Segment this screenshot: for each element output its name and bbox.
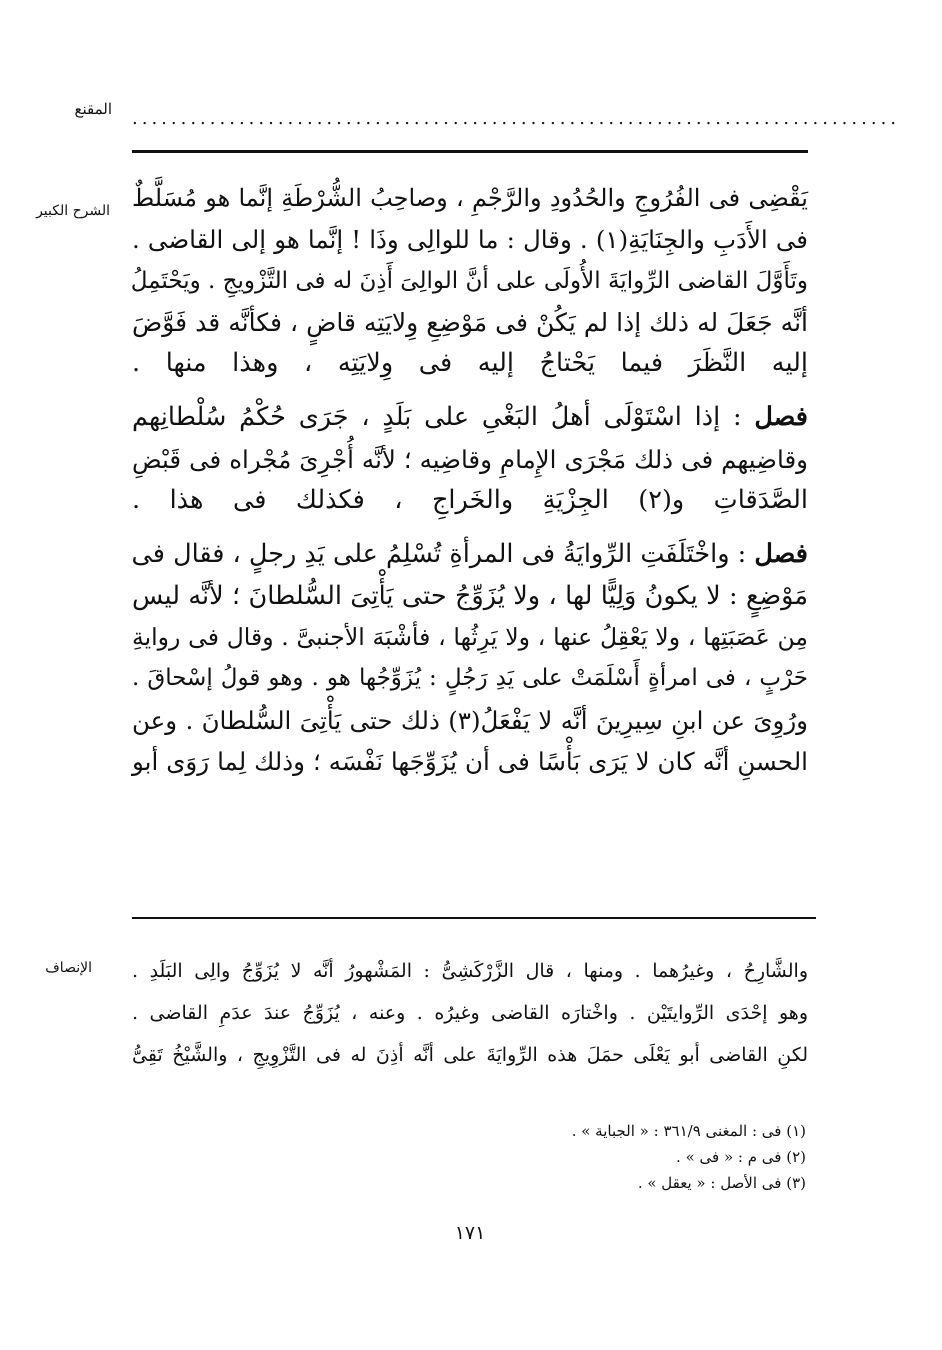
side-label-sharh: الشرح الكبير: [36, 203, 110, 219]
text-line: والشَّارِحُ ، وغيرُهما . ومنها ، قال الزَّرْكَشِىُّ : المَشْهورُ أنَّه لا يُزَوِّجُ والِى البَلَدِ .: [132, 960, 808, 982]
footnote: (٣) فى الأصل : « يعقل » .: [637, 1174, 806, 1192]
section-first-line: [132, 397, 808, 438]
text-line: يَقْضِى فى الفُرُوجِ والحُدُودِ والرَّجْمِ ، وصاحِبُ الشُّرْطَةِ إنَّما هو مُسَلَّطٌ: [132, 184, 808, 212]
text-line: ورُوِىَ عن ابنِ سِيرِينَ أنَّه لا يَفْعَلُ(٣) ذلك حتى يَأْتِىَ السُّلطانَ . وعن: [132, 705, 808, 735]
section-label: فصل: [754, 402, 808, 433]
footnote: (٢) فى م : « فى » .: [676, 1148, 806, 1166]
section-separator: [132, 917, 816, 919]
header-dotted-leader: ...............................................................................: [132, 108, 901, 129]
header-rule: [132, 150, 808, 153]
text-line: إليه النَّظَرَ فيما يَحْتاجُ إليه فى وِلايَتِه ، وهذا منها .: [132, 348, 808, 379]
text-line: الصَّدَقاتِ و(٢) الجِزْيَةِ والخَراجِ ، فكذلك فى هذا .: [132, 485, 809, 516]
page-number: ١٧١: [454, 1222, 486, 1244]
footnote: (١) فى : المغنى ٣٦١/٩ : « الجباية » .: [571, 1122, 806, 1140]
running-title: المقنع: [74, 100, 112, 118]
main-text-block: [132, 178, 808, 782]
side-label-insaf: الإنصاف: [45, 960, 92, 976]
section-label: فصل: [754, 539, 808, 570]
text-line: أنَّه جَعَلَ له ذلك إذا لم يَكُنْ فى مَوْضِعِ وِلايَتِه قاضٍ ، فكأنَّه قد فَوَّضَ: [132, 307, 808, 337]
text-span: : واخْتَلَفَتِ الرِّوايَةُ فى المرأةِ تُسْلِمُ على يَدِ رجلٍ ، فقال فى: [131, 539, 755, 570]
text-line: حَرْبٍ ، فى امرأةٍ أَسْلَمَتْ على يَدِ رَجُلٍ : يُزَوِّجُها هو . وهو قولُ إسْحاقَ .: [132, 665, 808, 692]
text-line: لكنِ القاضى أبو يَعْلَى حمَلَ هذه الرِّوايَةَ على أنَّه أذِنَ له فى التَّزْوِيجِ ، والشَّيْخُ تَقِىُّ: [132, 1044, 808, 1066]
footnotes: [386, 1118, 806, 1196]
text-line: وتَأَوَّلَ القاضى الرِّوايَةَ الأُولَى على أنَّ الوالِىَ أَذِنَ له فى التَّزْويجِ . ويَحْتَمِلُ: [130, 267, 808, 294]
text-line: مَوْضِعٍ : لا يكونُ وَلِيًّا لها ، ولا يُزَوِّجُ حتى يَأْتِىَ السُّلطانَ ؛ لأنَّه ليس: [132, 580, 808, 611]
text-line: فى الأَدَبِ والجِنَايَةِ(١) . وقال : ما للوالِى وذَا ! إنَّما هو إلى القاضى .: [132, 225, 808, 255]
text-line: وقاضِيهم فى ذلك مَجْرَى الإِمامِ وقاضِيه ؛ لأنَّه أُجْرِىَ مُجْراه فى قَبْضِ: [132, 444, 808, 474]
section-first-line: [132, 534, 808, 575]
insaf-text-block: [132, 950, 808, 1076]
text-line: الحسنِ أنَّه كان لا يَرَى بَأْسًا فى أن يُزَوِّجَها نَفْسَه ؛ وذلك لِما رَوَى أبو: [132, 746, 808, 776]
text-span: : إذا اسْتَوْلَى أهلُ البَغْىِ على بَلَدٍ ، جَرَى حُكْمُ سُلْطانِهم: [132, 402, 755, 433]
text-line: مِن عَصَبَتِها ، ولا يَعْقِلُ عنها ، ولا يَرِثُها ، فأشْبَهَ الأجنبىَّ . وقال فى روايةِ: [132, 622, 808, 651]
text-line: وهو إحْدَى الرِّوايتَيْن . واخْتارَه القاضى وغيرُه . وعنه ، يُزَوِّجُ عندَ عدَمِ القاضى .: [132, 1002, 808, 1024]
